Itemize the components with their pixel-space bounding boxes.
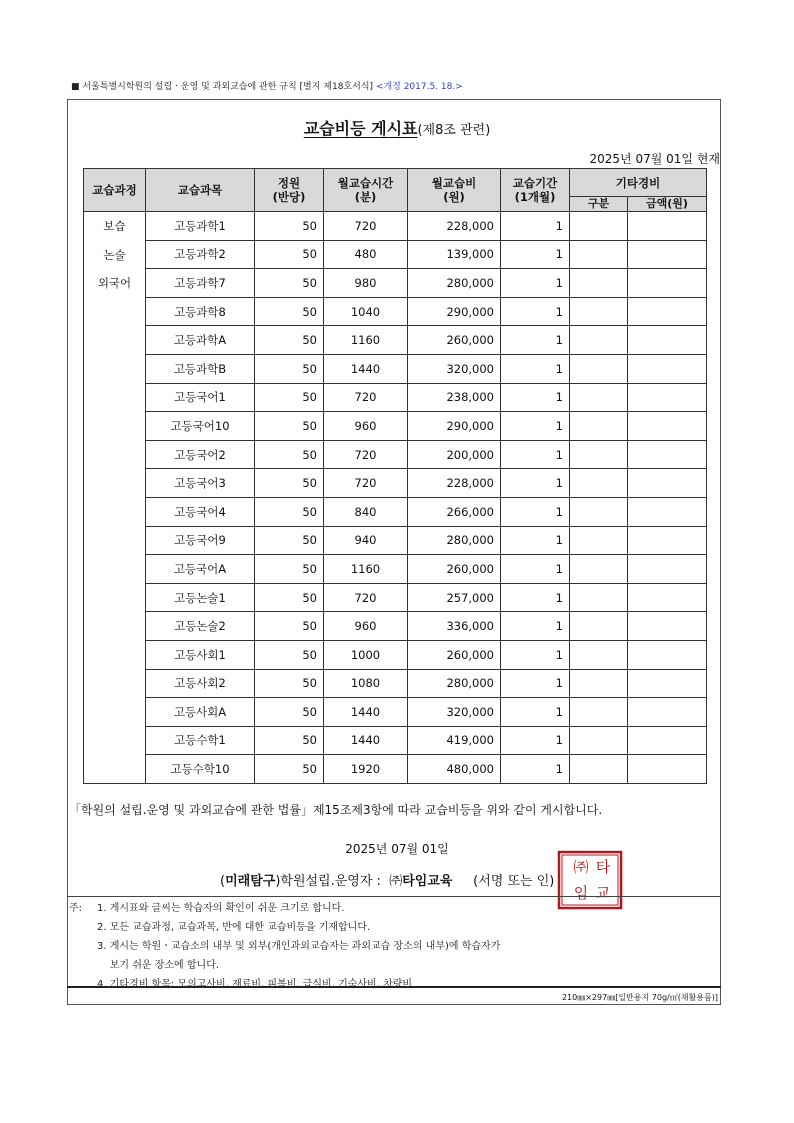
other-type-cell	[570, 469, 628, 498]
table-row	[84, 583, 707, 612]
other-type-cell	[570, 555, 628, 584]
fee-cell: 320,000	[408, 698, 501, 727]
other-type-cell	[570, 583, 628, 612]
header-note	[71, 79, 463, 92]
table-row	[84, 383, 707, 412]
svg-text:임: 임	[573, 884, 589, 902]
other-type-cell	[570, 412, 628, 441]
subject-cell: 고등국어1	[146, 383, 255, 412]
period-cell: 1	[501, 497, 570, 526]
period-cell: 1	[501, 240, 570, 269]
period-cell: 1	[501, 726, 570, 755]
period-cell: 1	[501, 326, 570, 355]
header-other-expenses: 기타경비	[570, 169, 707, 197]
other-type-cell	[570, 640, 628, 669]
period-cell: 1	[501, 526, 570, 555]
notes-label: 주:	[69, 903, 83, 914]
minutes-cell: 980	[324, 269, 408, 298]
table-row	[84, 555, 707, 584]
other-amount-cell	[628, 240, 707, 269]
capacity-cell: 50	[255, 354, 324, 383]
subject-cell: 고등사회A	[146, 698, 255, 727]
notes-section	[69, 899, 500, 994]
table-row	[84, 726, 707, 755]
period-cell: 1	[501, 612, 570, 641]
capacity-cell: 50	[255, 212, 324, 241]
table-row	[84, 269, 707, 298]
other-amount-cell	[628, 383, 707, 412]
course-name: 보습	[103, 219, 126, 233]
fee-table	[83, 168, 707, 784]
other-type-cell	[570, 440, 628, 469]
title-sub: (제8조 관련)	[417, 123, 491, 138]
note-item: 3. 게시는 학원ㆍ교습소의 내부 및 외부(개인과외교습자는 과외교습 장소의 내부)에 학습자가	[97, 941, 501, 952]
table-row	[84, 526, 707, 555]
fee-cell: 228,000	[408, 469, 501, 498]
other-type-cell	[570, 755, 628, 784]
header-minutes: 월교습시간 (분)	[324, 169, 408, 212]
svg-text:교: 교	[595, 884, 611, 902]
other-amount-cell	[628, 326, 707, 355]
other-amount-cell	[628, 555, 707, 584]
minutes-cell: 480	[324, 240, 408, 269]
paper-spec: 210㎜×297㎜[일반용지 70g/㎡(재활용품)]	[561, 993, 718, 1002]
sign-label: (서명 또는 인)	[473, 874, 555, 889]
minutes-cell: 960	[324, 612, 408, 641]
subject-cell: 고등과학B	[146, 354, 255, 383]
minutes-cell: 1160	[324, 555, 408, 584]
other-type-cell	[570, 669, 628, 698]
other-type-cell	[570, 297, 628, 326]
fee-cell: 266,000	[408, 497, 501, 526]
subject-cell: 고등과학8	[146, 297, 255, 326]
table-row	[84, 354, 707, 383]
header-subject: 교습과목	[146, 169, 255, 212]
operator-name: 타임교육	[402, 874, 453, 889]
notes-divider	[67, 896, 721, 897]
fee-cell: 336,000	[408, 612, 501, 641]
regulation-reference: 서울특별시학원의 설립ㆍ운영 및 과외교습에 관한 규칙 [별지 제18호서식]	[82, 82, 374, 92]
other-type-cell	[570, 698, 628, 727]
corp-mark: ㈜	[389, 874, 403, 889]
footer-divider	[67, 986, 721, 988]
period-cell: 1	[501, 555, 570, 584]
fee-cell: 290,000	[408, 412, 501, 441]
subject-cell: 고등국어A	[146, 555, 255, 584]
fee-cell: 260,000	[408, 640, 501, 669]
other-type-cell	[570, 326, 628, 355]
period-cell: 1	[501, 755, 570, 784]
minutes-cell: 1040	[324, 297, 408, 326]
subject-cell: 고등국어2	[146, 440, 255, 469]
other-amount-cell	[628, 583, 707, 612]
other-amount-cell	[628, 612, 707, 641]
fee-cell: 228,000	[408, 212, 501, 241]
fee-cell: 257,000	[408, 583, 501, 612]
fee-cell: 480,000	[408, 755, 501, 784]
period-cell: 1	[501, 440, 570, 469]
minutes-cell: 960	[324, 412, 408, 441]
table-row	[84, 326, 707, 355]
other-type-cell	[570, 383, 628, 412]
revision-date: <개정 2017.5. 18.>	[375, 82, 463, 92]
minutes-cell: 720	[324, 440, 408, 469]
table-row	[84, 212, 707, 241]
table-row	[84, 755, 707, 784]
academy-name: 미래탐구	[225, 874, 276, 889]
minutes-cell: 720	[324, 383, 408, 412]
other-type-cell	[570, 269, 628, 298]
other-type-cell	[570, 240, 628, 269]
period-cell: 1	[501, 640, 570, 669]
subject-cell: 고등국어4	[146, 497, 255, 526]
capacity-cell: 50	[255, 526, 324, 555]
other-type-cell	[570, 726, 628, 755]
svg-text:타: 타	[595, 858, 611, 876]
subject-cell: 고등과학A	[146, 326, 255, 355]
other-amount-cell	[628, 469, 707, 498]
note-item: 4. 기타경비 항목: 모의고사비, 재료비, 피복비, 급식비, 기숙사비, 차량비	[97, 979, 413, 990]
subject-cell: 고등과학1	[146, 212, 255, 241]
page-title	[0, 116, 794, 139]
minutes-cell: 940	[324, 526, 408, 555]
period-cell: 1	[501, 669, 570, 698]
other-amount-cell	[628, 640, 707, 669]
course-list	[84, 212, 146, 784]
other-amount-cell	[628, 440, 707, 469]
capacity-cell: 50	[255, 669, 324, 698]
fee-table-body	[84, 212, 707, 784]
other-amount-cell	[628, 269, 707, 298]
note-item: 2. 모든 교습과정, 교습과목, 반에 대한 교습비등을 기재합니다.	[97, 922, 371, 933]
capacity-cell: 50	[255, 412, 324, 441]
capacity-cell: 50	[255, 640, 324, 669]
period-cell: 1	[501, 212, 570, 241]
period-cell: 1	[501, 469, 570, 498]
minutes-cell: 1080	[324, 669, 408, 698]
other-amount-cell	[628, 526, 707, 555]
table-row	[84, 440, 707, 469]
subject-cell: 고등수학10	[146, 755, 255, 784]
subject-cell: 고등국어10	[146, 412, 255, 441]
capacity-cell: 50	[255, 583, 324, 612]
capacity-cell: 50	[255, 440, 324, 469]
period-cell: 1	[501, 297, 570, 326]
fee-cell: 419,000	[408, 726, 501, 755]
other-amount-cell	[628, 669, 707, 698]
capacity-cell: 50	[255, 469, 324, 498]
course-name: 논술	[103, 247, 126, 262]
period-cell: 1	[501, 412, 570, 441]
minutes-cell: 720	[324, 583, 408, 612]
subject-cell: 고등수학1	[146, 726, 255, 755]
subject-cell: 고등과학7	[146, 269, 255, 298]
fee-cell: 139,000	[408, 240, 501, 269]
minutes-cell: 1440	[324, 726, 408, 755]
table-row	[84, 640, 707, 669]
table-row	[84, 698, 707, 727]
header-course: 교습과정	[84, 169, 146, 212]
other-type-cell	[570, 526, 628, 555]
other-type-cell	[570, 354, 628, 383]
fee-cell: 280,000	[408, 669, 501, 698]
other-amount-cell	[628, 354, 707, 383]
period-cell: 1	[501, 698, 570, 727]
note-item: 1. 게시표와 글씨는 학습자의 확인이 쉬운 크기로 합니다.	[97, 903, 345, 914]
table-row	[84, 469, 707, 498]
subject-cell: 고등국어3	[146, 469, 255, 498]
table-row	[84, 240, 707, 269]
fee-cell: 260,000	[408, 555, 501, 584]
course-name: 외국어	[97, 276, 132, 291]
capacity-cell: 50	[255, 297, 324, 326]
title-main: 교습비등 게시표	[303, 119, 418, 138]
table-row	[84, 669, 707, 698]
minutes-cell: 1440	[324, 354, 408, 383]
square-bullet-icon: ■	[71, 82, 80, 92]
minutes-cell: 720	[324, 212, 408, 241]
subject-cell: 고등사회2	[146, 669, 255, 698]
other-amount-cell	[628, 297, 707, 326]
period-cell: 1	[501, 354, 570, 383]
minutes-cell: 840	[324, 497, 408, 526]
subject-cell: 고등사회1	[146, 640, 255, 669]
header-capacity: 정원 (반당)	[255, 169, 324, 212]
other-amount-cell	[628, 726, 707, 755]
capacity-cell: 50	[255, 726, 324, 755]
header-other-type: 구분	[570, 197, 628, 212]
company-seal-icon	[557, 850, 623, 910]
other-type-cell	[570, 212, 628, 241]
signer-line: (미래탐구)학원설립.운영자 : ㈜타임교육 (서명 또는 인)	[220, 874, 555, 889]
note-item: 보기 쉬운 장소에 합니다.	[109, 960, 220, 971]
other-amount-cell	[628, 497, 707, 526]
sign-date: 2025년 07월 01일	[345, 842, 449, 856]
other-amount-cell	[628, 755, 707, 784]
subject-cell: 고등과학2	[146, 240, 255, 269]
table-row	[84, 497, 707, 526]
other-amount-cell	[628, 212, 707, 241]
other-type-cell	[570, 497, 628, 526]
other-amount-cell	[628, 412, 707, 441]
subject-cell: 고등국어9	[146, 526, 255, 555]
other-type-cell	[570, 612, 628, 641]
fee-cell: 320,000	[408, 354, 501, 383]
fee-cell: 280,000	[408, 269, 501, 298]
period-cell: 1	[501, 583, 570, 612]
minutes-cell: 1000	[324, 640, 408, 669]
subject-cell: 고등논술1	[146, 583, 255, 612]
capacity-cell: 50	[255, 555, 324, 584]
svg-text:㈜: ㈜	[573, 858, 589, 876]
capacity-cell: 50	[255, 269, 324, 298]
fee-cell: 238,000	[408, 383, 501, 412]
capacity-cell: 50	[255, 326, 324, 355]
minutes-cell: 1160	[324, 326, 408, 355]
header-other-amount: 금액(원)	[628, 197, 707, 212]
as-of-date: 2025년 07월 01일 현재	[589, 152, 720, 166]
operator-label: )학원설립.운영자 :	[275, 874, 381, 889]
period-cell: 1	[501, 269, 570, 298]
period-cell: 1	[501, 383, 570, 412]
posting-statement: 「학원의 설립.운영 및 과외교습에 관한 법률」제15조제3항에 따라 교습비등을 위와 같이 게시합니다.	[69, 803, 603, 817]
fee-cell: 260,000	[408, 326, 501, 355]
fee-cell: 200,000	[408, 440, 501, 469]
minutes-cell: 1440	[324, 698, 408, 727]
capacity-cell: 50	[255, 698, 324, 727]
table-row	[84, 412, 707, 441]
minutes-cell: 720	[324, 469, 408, 498]
other-amount-cell	[628, 698, 707, 727]
header-period: 교습기간 (1개월)	[501, 169, 570, 212]
capacity-cell: 50	[255, 755, 324, 784]
subject-cell: 고등논술2	[146, 612, 255, 641]
table-row	[84, 612, 707, 641]
capacity-cell: 50	[255, 497, 324, 526]
table-row	[84, 297, 707, 326]
fee-cell: 280,000	[408, 526, 501, 555]
minutes-cell: 1920	[324, 755, 408, 784]
header-fee: 월교습비 (원)	[408, 169, 501, 212]
fee-cell: 290,000	[408, 297, 501, 326]
capacity-cell: 50	[255, 612, 324, 641]
capacity-cell: 50	[255, 240, 324, 269]
capacity-cell: 50	[255, 383, 324, 412]
